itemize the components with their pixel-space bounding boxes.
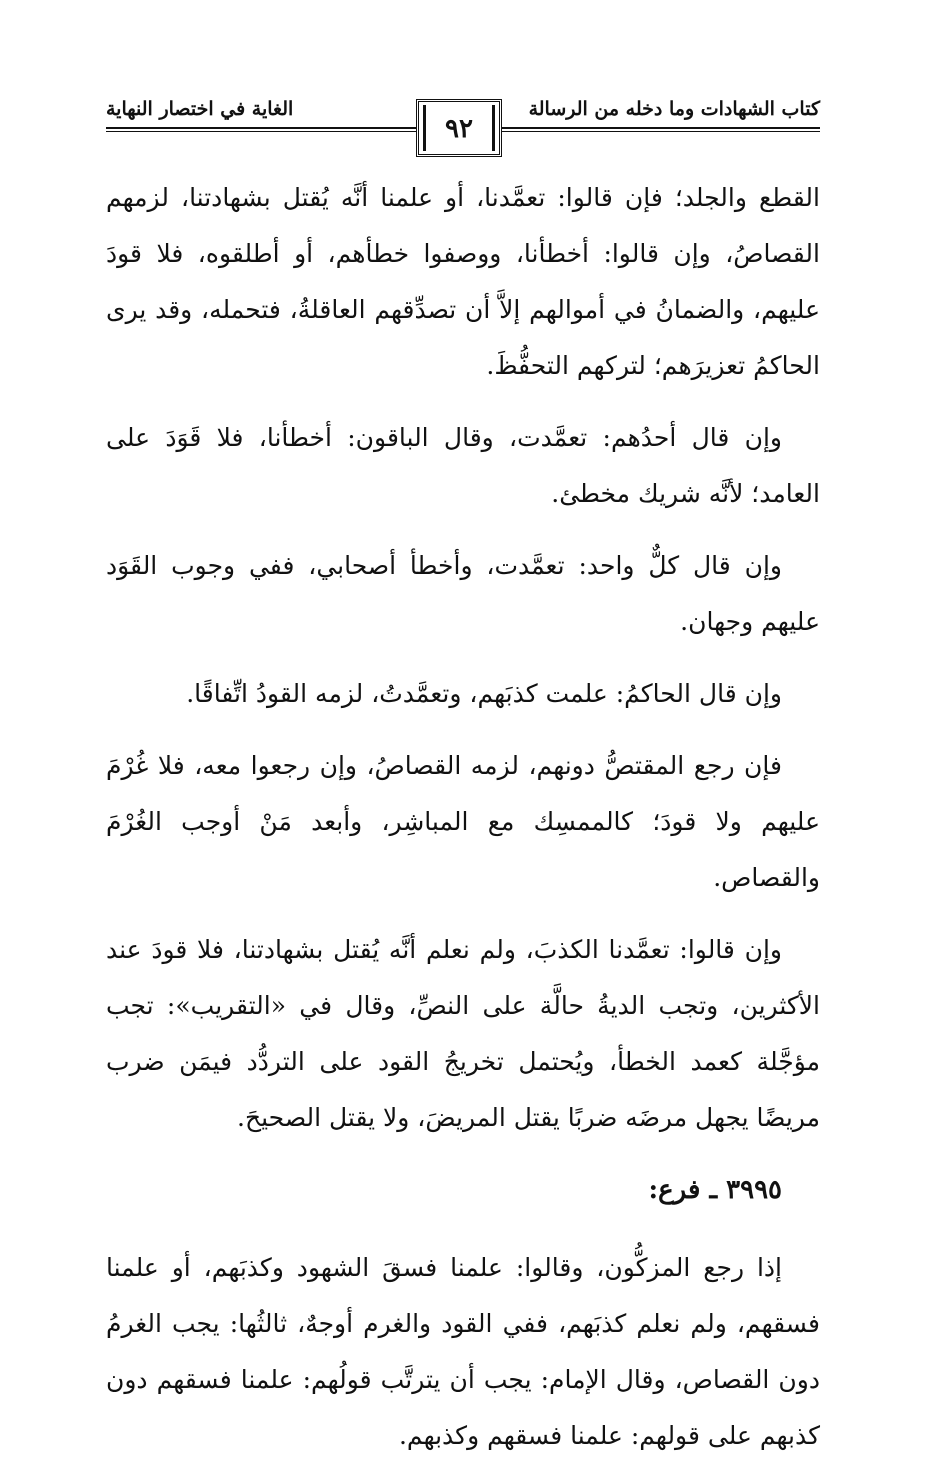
section-heading: ٣٩٩٥ ـ فرع: [648,1175,782,1205]
running-header-book-title: الغاية في اختصار النهاية [106,98,294,120]
paragraph-1: القطع والجلد؛ فإن قالوا: تعمَّدنا، أو علمنا أنَّه يُقتل بشهادتنا، لزمهم القصاصُ، وإن قالوا: أخطأنا، ووصفوا خطأهم، أو أطلقوه، فلا قودَ عليهم، والضمانُ في أموالهم إلاَّ أن تصدِّقهم العاقلةُ، فتحمله، وقد يرى الحاكمُ تعزيرَهم؛ لتركهم التحفُّظَ. [106,183,820,380]
paragraph-5: فإن رجع المقتصُّ دونهم، لزمه القصاصُ، وإن رجعوا معه، فلا غُرْمَ عليهم ولا قودَ؛ كالممسِك مع المباشِر، وأبعد مَنْ أوجب الغُرْمَ والقصاص. [106,751,820,892]
paragraph-7: إذا رجع المزكُّون، وقالوا: علمنا فسقَ الشهود وكذبَهم، أو علمنا فسقهم، ولم نعلم كذبَهم، ففي القود والغرم أوجهٌ، ثالثُها: يجب الغرمُ دون القصاص، وقال الإمام: يجب أن يترتَّب قولُهم: علمنا فسقهم دون كذبهم على قولهم: علمنا فسقهم وكذبهم. [106,1253,820,1450]
page-number: ٩٢ [445,114,473,144]
page-body [106,170,820,1480]
page-number-frame [416,99,502,157]
running-header-chapter-title: كتاب الشهادات وما دخله من الرسالة [528,98,820,120]
paragraph-2: وإن قال أحدُهم: تعمَّدت، وقال الباقون: أخطأنا، فلا قَوَدَ على العامد؛ لأنَّه شريك مخطئ. [106,423,820,508]
paragraph-4: وإن قال الحاكمُ: علمت كذبَهم، وتعمَّدتُ، لزمه القودُ اتِّفاقًا. [186,679,782,708]
paragraph-3: وإن قال كلٌّ واحد: تعمَّدت، وأخطأ أصحابي، ففي وجوب القَوَد عليهم وجهان. [106,551,820,636]
paragraph-6: وإن قالوا: تعمَّدنا الكذبَ، ولم نعلم أنَّه يُقتل بشهادتنا، فلا قودَ عند الأكثرين، وتجب الديةُ حالَّة على النصِّ، وقال في «التقريب»: تجب مؤجَّلة كعمد الخطأ، ويُحتمل تخريجُ القود على التردُّد فيمَن ضرب مريضًا يجهل مرضَه ضربًا يقتل المريضَ، ولا يقتل الصحيحَ. [106,935,821,1132]
